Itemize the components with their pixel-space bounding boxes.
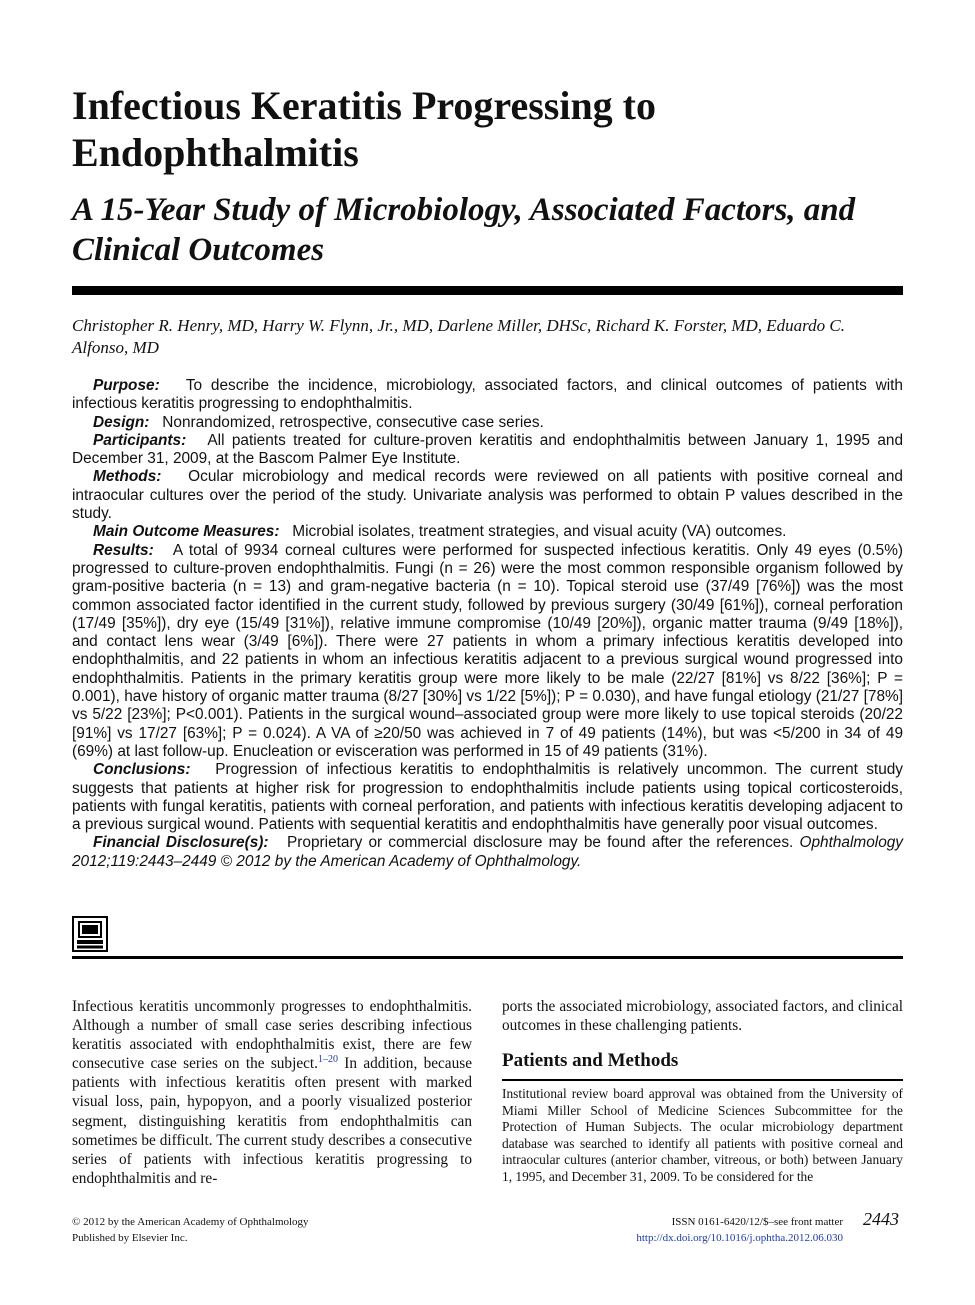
page-number: 2443	[863, 1209, 899, 1229]
design-text: Nonrandomized, retrospective, consecutive case series.	[162, 413, 544, 431]
abstract-participants	[72, 432, 903, 469]
copyright-line: © 2012 by the American Academy of Ophthalmology	[72, 1216, 309, 1228]
intro-paragraph	[72, 997, 472, 1188]
article-title: Infectious Keratitis Progressing to Endophthalmitis	[72, 83, 657, 175]
section-rule	[502, 1079, 903, 1081]
title-rule	[72, 286, 903, 295]
participants-text: All patients treated for culture-proven keratitis and endophthalmitis between January 1, 1995 and December 31, 2009, at the Bascom Palmer Eye Institute.	[72, 431, 903, 468]
section-heading: Patients and Methods	[502, 1050, 679, 1071]
outcomes-label: Main Outcome Measures:	[93, 523, 280, 541]
methods-label: Methods:	[93, 468, 162, 486]
disclosure-label: Financial Disclosure(s):	[93, 834, 269, 852]
design-label: Design:	[93, 413, 150, 431]
intro-continuation: ports the associated microbiology, associated factors, and clinical outcomes in these challenging patients.	[502, 998, 903, 1035]
methods-text: Ocular microbiology and medical records were reviewed on all patients with positive corneal and intraocular cultures over the period of the study. Univariate analysis was performed to obtain P values described in the study.	[72, 468, 903, 523]
doi-link[interactable]: http://dx.doi.org/10.1016/j.ophtha.2012.06.030	[636, 1232, 843, 1244]
abstract-methods	[72, 468, 903, 523]
purpose-text: To describe the incidence, microbiology, associated factors, and clinical outcomes of patients with infectious keratitis progressing to endophthalmitis.	[72, 377, 903, 413]
intro-text-b: In addition, because patients with infectious keratitis often present with marked visual loss, pain, hypopyon, and a poorly visualized posterior segment, distinguishing keratitis from endophthalmitis can sometimes be difficult. The current study describes a consecutive series of patients with infectious keratitis progressing to endophthalmitis and re-	[72, 1055, 472, 1187]
article-subtitle: A 15-Year Study of Microbiology, Associated Factors, and Clinical Outcomes	[72, 192, 856, 268]
intro-text-a: Infectious keratitis uncommonly progresses to endophthalmitis. Although a number of small case series describing infectious keratitis associated with endophthalmitis exist, there are few consecutive case series on the subject.	[72, 998, 472, 1073]
methods-column	[502, 1086, 903, 1186]
intro-left-column	[72, 997, 472, 1188]
abstract	[72, 377, 903, 871]
computer-monitor-icon[interactable]	[72, 916, 108, 952]
author-list: Christopher R. Henry, MD, Harry W. Flynn, Jr., MD, Darlene Miller, DHSc, Richard K. Forster, MD, Eduardo C. Alfonso, MD	[72, 316, 845, 357]
abstract-disclosure	[72, 834, 903, 871]
abstract-conclusions	[72, 761, 903, 834]
abstract-bottom-rule	[72, 956, 903, 959]
intro-right-column	[502, 997, 903, 1035]
abstract-results	[72, 542, 903, 762]
abstract-outcomes	[72, 523, 903, 541]
conclusions-label: Conclusions:	[93, 761, 191, 779]
abstract-purpose	[72, 377, 903, 414]
outcomes-text: Microbial isolates, treatment strategies, and visual acuity (VA) outcomes.	[292, 523, 787, 541]
methods-paragraph: Institutional review board approval was obtained from the University of Miami Miller School of Medicine Sciences Subcommittee for the Protection of Human Subjects. The ocular microbiology department database was searched to identify all patients with positive corneal and intraocular cultures (anterior chamber, vitreous, or both) between January 1, 1995, and December 31, 2009. To be considered for the	[502, 1086, 903, 1184]
results-label: Results:	[93, 541, 154, 559]
reference-link[interactable]: 1–20	[317, 1054, 338, 1066]
issn-line: ISSN 0161-6420/12/$–see front matter	[671, 1216, 843, 1228]
publisher-line: Published by Elsevier Inc.	[72, 1232, 188, 1244]
abstract-design	[72, 414, 903, 432]
footer-left	[72, 1214, 309, 1246]
disclosure-text: Proprietary or commercial disclosure may be found after the references.	[287, 834, 794, 852]
participants-label: Participants:	[93, 431, 187, 449]
footer-right	[560, 1214, 843, 1246]
journal-citation: Ophthalmology 2012;119:2443–2449 © 2012 by the American Academy of Ophthalmology.	[72, 834, 904, 870]
conclusions-text: Progression of infectious keratitis to endophthalmitis is relatively uncommon. The current study suggests that patients at higher risk for progression to endophthalmitis include patients using topical corticosteroids, patients with fungal keratitis, patients with corneal perforation, and patients with infectious keratitis developing adjacent to a previous surgical wound. Patients with sequential keratitis and endophthalmitis have generally poor visual outcomes.	[72, 761, 904, 834]
purpose-label: Purpose:	[93, 377, 160, 394]
results-text: A total of 9934 corneal cultures were performed for suspected infectious keratitis. Only 49 eyes (0.5%) progressed to culture-proven endophthalmitis. Fungi (n = 26) were the most common responsible organism followed by gram-positive bacteria (n = 13) and gram-negative bacteria (n = 10). Topical steroid use (37/49 [76%]) was the most common associated factor identified in the current study, followed by previous surgery (30/49 [61%]), corneal perforation (17/49 [35%]), dry eye (15/49 [31%]), relative immune compromise (10/49 [20%]), organic matter trauma (9/49 [18%]), and contact lens wear (3/49 [6%]). There were 27 patients in whom a primary infectious keratitis developed into endophthalmitis, and 22 patients in whom an infectious keratitis adjacent to a previous surgical wound progressed into endophthalmitis. Patients in the primary keratitis group were more likely to be male (22/27 [81%] vs 8/22 [36%]; P = 0.001), have history of organic matter trauma (8/27 [30%] vs 1/22 [5%]); P = 0.030), and have fungal etiology (21/27 [78%] vs 5/22 [23%]; P<0.001). Patients in the surgical wound–associated group were more likely to use topical steroids (20/22 [91%] vs 17/27 [63%]; P = 0.024). A VA of ≥20/50 was achieved in 7 of 49 patients (14%), but was <5/200 in 34 of 49 (69%) at last follow-up. Enucleation or evisceration was performed in 15 of 49 patients (31%).	[72, 541, 903, 760]
